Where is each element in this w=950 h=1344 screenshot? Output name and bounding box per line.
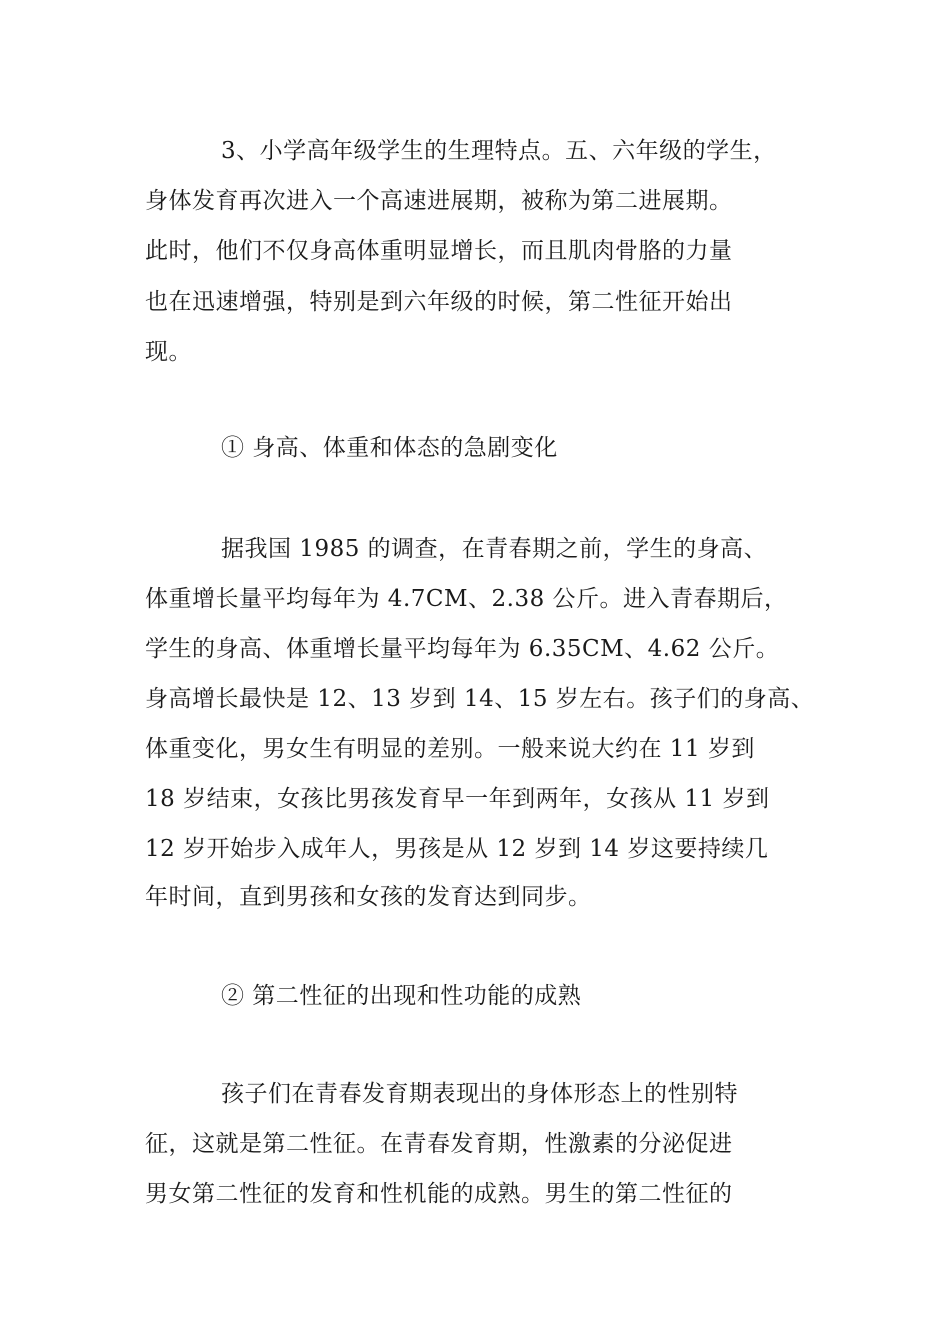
paragraph-1-line-4: 也在迅速增强，特别是到六年级的时候，第二性征开始出 xyxy=(145,289,733,315)
section-heading-1: ① 身高、体重和体态的急剧变化 xyxy=(221,435,558,461)
paragraph-2-line-6: 18 岁结束，女孩比男孩发育早一年到两年，女孩从 11 岁到 xyxy=(145,786,770,812)
paragraph-1-line-1: 3、小学高年级学生的生理特点。五、六年级的学生， xyxy=(221,138,777,164)
paragraph-3-line-1: 孩子们在青春发育期表现出的身体形态上的性别特 xyxy=(221,1081,738,1107)
paragraph-1-line-5: 现。 xyxy=(145,339,192,365)
paragraph-3-line-3: 男女第二性征的发育和性机能的成熟。男生的第二性征的 xyxy=(145,1181,733,1207)
section-heading-2: ② 第二性征的出现和性功能的成熟 xyxy=(221,983,582,1009)
paragraph-2-line-7: 12 岁开始步入成年人，男孩是从 12 岁到 14 岁这要持续几 xyxy=(145,836,769,862)
paragraph-1-line-2: 身体发育再次进入一个高速进展期，被称为第二进展期。 xyxy=(145,188,733,214)
paragraph-1-line-3: 此时，他们不仅身高体重明显增长，而且肌肉骨胳的力量 xyxy=(145,238,733,264)
paragraph-2-line-2: 体重增长量平均每年为 4.7CM、2.38 公斤。进入青春期后， xyxy=(145,586,788,612)
paragraph-2-line-3: 学生的身高、体重增长量平均每年为 6.35CM、4.62 公斤。 xyxy=(145,636,780,662)
paragraph-2-line-4: 身高增长最快是 12、13 岁到 14、15 岁左右。孩子们的身高、 xyxy=(145,686,815,712)
paragraph-2-line-1: 据我国 1985 的调查，在青春期之前，学生的身高、 xyxy=(221,536,768,562)
paragraph-2-line-5: 体重变化，男女生有明显的差别。一般来说大约在 11 岁到 xyxy=(145,736,755,762)
paragraph-2-line-8: 年时间，直到男孩和女孩的发育达到同步。 xyxy=(145,884,592,910)
paragraph-3-line-2: 征，这就是第二性征。在青春发育期，性激素的分泌促进 xyxy=(145,1131,733,1157)
